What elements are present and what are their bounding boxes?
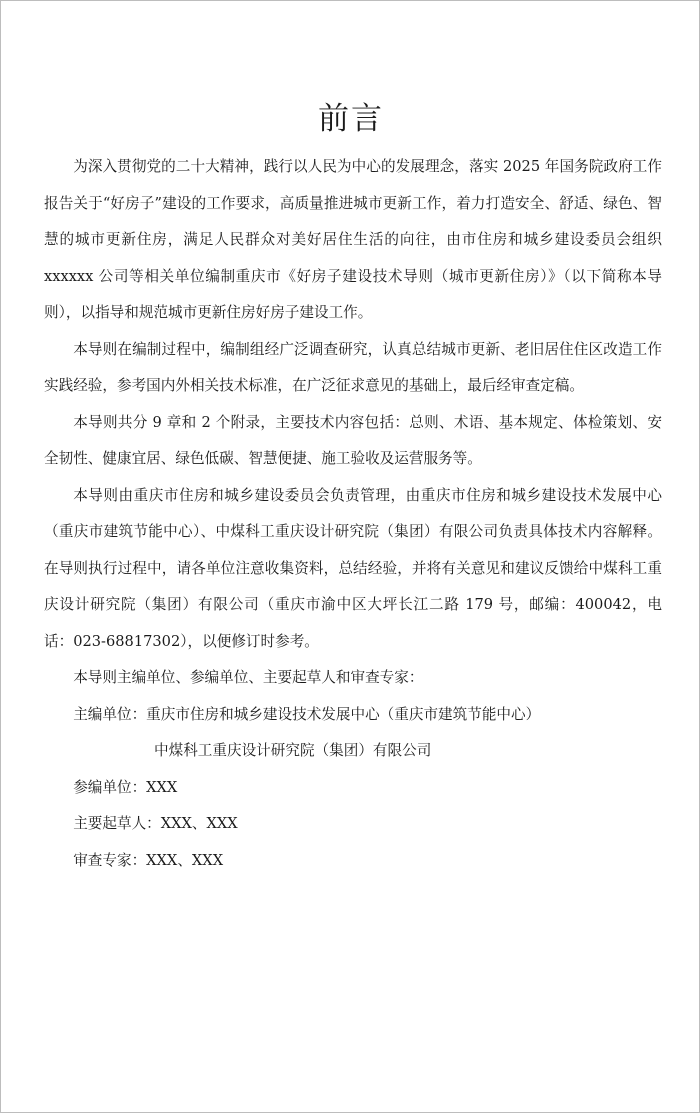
reviewers: 审查专家：XXX、XXX — [73, 851, 224, 869]
main-drafters: 主要起草人：XXX、XXX — [73, 815, 238, 832]
contributors-intro: 本导则主编单位、参编单位、主要起草人和审查专家： — [73, 669, 424, 686]
preface-body — [44, 149, 662, 879]
paragraph-purpose: 为深入贯彻党的二十大精神，践行以人民为中心的发展理念，落实 2025 年国务院政府工作报告关于“好房子”建设的工作要求，高质量推进城市更新工作，着力打造安全、舒适、绿色、智慧的城市更新住房，满足人民群众对美好居住生活的向往，由市住房和城乡建设委员会组织 xxxxxx 公司等相关单位编制重庆市《好房子建设技术导则（城市更新住房）》（以下简称本导则），以指导和规范城市更新住房好房子建设工作。 — [44, 158, 662, 321]
paragraph-compilation: 本导则在编制过程中，编制组经广泛调查研究，认真总结城市更新、老旧居住住区改造工作实践经验，参考国内外相关技术标准，在广泛征求意见的基础上，最后经审查定稿。 — [44, 340, 662, 394]
page-title: 前言 — [318, 101, 384, 137]
paragraph-management: 本导则由重庆市住房和城乡建设委员会负责管理，由重庆市住房和城乡建设技术发展中心（重庆市建筑节能中心）、中煤科工重庆设计研究院（集团）有限公司负责具体技术内容解释。在导则执行过程中，请各单位注意收集资料，总结经验，并将有关意见和建议反馈给中煤科工重庆设计研究院（集团）有限公司（重庆市渝中区大坪长江二路 179 号，邮编：400042，电话：023-68817302），以便修订时参考。 — [44, 486, 662, 650]
chief-units-line2: 中煤科工重庆设计研究院（集团）有限公司 — [154, 742, 432, 759]
chief-units-line1: 主编单位：重庆市住房和城乡建设技术发展中心（重庆市建筑节能中心） — [73, 705, 541, 723]
participating-units: 参编单位：XXX — [73, 778, 178, 796]
paragraph-contents: 本导则共分 9 章和 2 个附录，主要技术内容包括：总则、术语、基本规定、体检策划、安全韧性、健康宜居、绿色低碳、智慧便捷、施工验收及运营服务等。 — [44, 413, 662, 467]
